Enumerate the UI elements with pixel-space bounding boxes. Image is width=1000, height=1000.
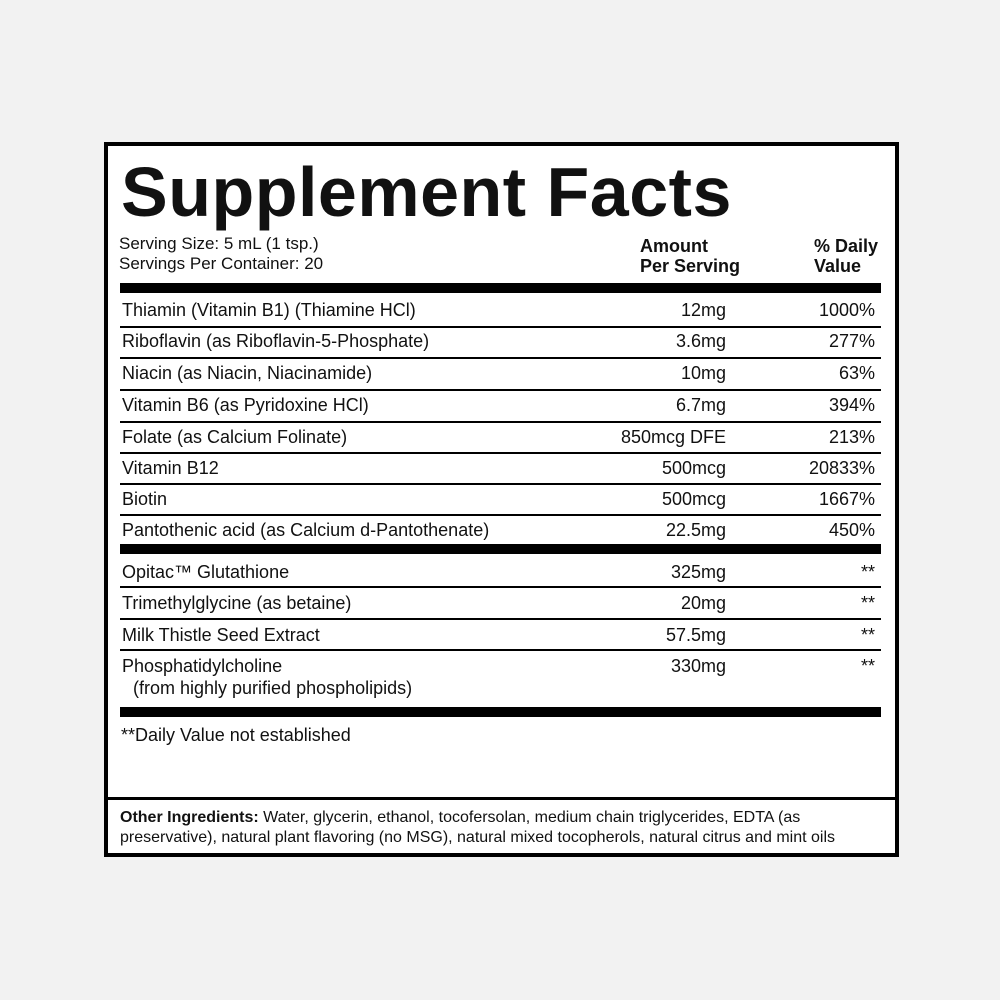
other-ingredients-text: Water, glycerin, ethanol, tocofersolan, medium chain triglycerides, EDTA (as preservative), natural plant flavoring (no MSG), natural mixed tocopherols, natural citrus and mint oils [120, 809, 835, 846]
ingredient-amount: 57.5mg [665, 625, 726, 645]
nutrient-amount: 850mcg DFE [620, 427, 726, 447]
ingredient-amount: 330mg [670, 656, 726, 676]
ingredient-dv: ** [860, 593, 875, 613]
ingredient-name: Opitac™ Glutathione [122, 562, 290, 582]
nutrient-dv: 450% [828, 520, 875, 540]
row-divider [120, 389, 881, 391]
ingredient-name: Trimethylglycine (as betaine) [122, 593, 352, 613]
nutrient-dv: 63% [838, 363, 875, 383]
nutrient-amount: 500mcg [661, 458, 726, 478]
other-ingredients [120, 808, 885, 848]
row-divider [120, 618, 881, 620]
nutrient-name: Folate (as Calcium Folinate) [122, 427, 348, 447]
ingredient-name: Phosphatidylcholine [122, 656, 283, 676]
nutrient-amount: 22.5mg [665, 520, 726, 540]
nutrient-dv: 20833% [808, 458, 875, 478]
row-divider [120, 649, 881, 651]
amount-header-line2: Per Serving [640, 256, 741, 276]
ingredient-dv: ** [860, 625, 875, 645]
ingredient-name: Milk Thistle Seed Extract [122, 625, 320, 645]
daily-value-header [814, 236, 878, 276]
bottom-rule [120, 707, 881, 717]
nutrient-dv: 1667% [818, 489, 875, 509]
ingredient-subtext: (from highly purified phospholipids) [133, 678, 413, 698]
nutrient-amount: 6.7mg [675, 395, 726, 415]
nutrient-dv: 394% [828, 395, 875, 415]
panel-title: Supplement Facts [121, 153, 732, 231]
row-divider [120, 586, 881, 588]
section-rule [120, 544, 881, 554]
supplement-facts-panel [104, 142, 899, 857]
dv-header-line1: % Daily [814, 236, 879, 256]
ingredient-amount: 325mg [670, 562, 726, 582]
nutrient-name: Niacin (as Niacin, Niacinamide) [122, 363, 373, 383]
row-divider [120, 357, 881, 359]
row-divider [120, 326, 881, 328]
row-divider [120, 514, 881, 516]
other-ingredients-label: Other Ingredients: [120, 809, 259, 826]
nutrient-name: Thiamin (Vitamin B1) (Thiamine HCl) [122, 300, 416, 320]
nutrient-amount: 500mcg [661, 489, 726, 509]
nutrient-amount: 12mg [680, 300, 726, 320]
nutrient-name: Vitamin B6 (as Pyridoxine HCl) [122, 395, 369, 415]
serving-info [119, 234, 323, 274]
servings-per-container: Servings Per Container: 20 [119, 254, 324, 273]
nutrient-dv: 213% [828, 427, 875, 447]
daily-value-footnote: **Daily Value not established [121, 725, 351, 745]
nutrient-dv: 1000% [818, 300, 875, 320]
nutrient-name: Biotin [122, 489, 168, 509]
row-divider [120, 421, 881, 423]
serving-size: Serving Size: 5 mL (1 tsp.) [119, 234, 319, 253]
ingredient-dv: ** [860, 656, 875, 676]
dv-header-line2: Value [814, 256, 862, 276]
row-divider [120, 483, 881, 485]
amount-header [640, 236, 740, 276]
ingredient-dv: ** [860, 562, 875, 582]
header-rule [120, 283, 881, 293]
nutrient-name: Riboflavin (as Riboflavin-5-Phosphate) [122, 331, 430, 351]
other-ingredients-divider [108, 797, 895, 800]
nutrient-dv: 277% [828, 331, 875, 351]
nutrient-amount: 10mg [680, 363, 726, 383]
row-divider [120, 452, 881, 454]
amount-header-line1: Amount [640, 236, 708, 256]
nutrient-amount: 3.6mg [675, 331, 726, 351]
nutrient-name: Pantothenic acid (as Calcium d-Pantothenate) [122, 520, 490, 540]
ingredient-amount: 20mg [680, 593, 726, 613]
nutrient-name: Vitamin B12 [122, 458, 219, 478]
